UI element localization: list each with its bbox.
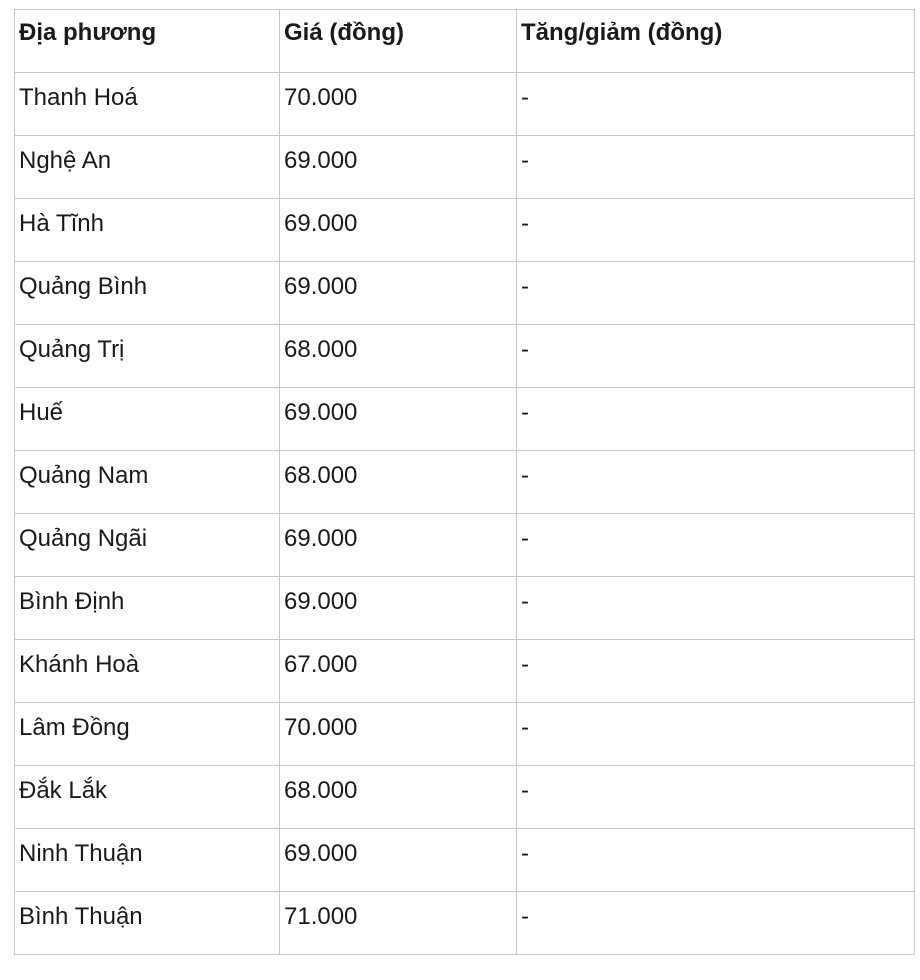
cell-price: 70.000 [280, 73, 517, 136]
cell-price: 70.000 [280, 703, 517, 766]
header-change: Tăng/giảm (đồng) [517, 10, 915, 73]
table-row [15, 262, 915, 325]
cell-region: Quảng Nam [15, 451, 280, 514]
cell-region: Quảng Bình [15, 262, 280, 325]
cell-change: - [517, 262, 915, 325]
cell-change: - [517, 325, 915, 388]
cell-price: 71.000 [280, 892, 517, 955]
table-row [15, 892, 915, 955]
table-row [15, 514, 915, 577]
cell-change: - [517, 514, 915, 577]
table-row [15, 451, 915, 514]
table-row [15, 199, 915, 262]
cell-change: - [517, 199, 915, 262]
table-row [15, 136, 915, 199]
cell-change: - [517, 640, 915, 703]
cell-region: Thanh Hoá [15, 73, 280, 136]
table-row [15, 325, 915, 388]
cell-price: 69.000 [280, 199, 517, 262]
header-price: Giá (đồng) [280, 10, 517, 73]
cell-price: 69.000 [280, 262, 517, 325]
cell-price: 68.000 [280, 451, 517, 514]
header-region: Địa phương [15, 10, 280, 73]
cell-price: 69.000 [280, 577, 517, 640]
cell-region: Ninh Thuận [15, 829, 280, 892]
table-row [15, 73, 915, 136]
cell-change: - [517, 73, 915, 136]
cell-region: Quảng Trị [15, 325, 280, 388]
cell-region: Nghệ An [15, 136, 280, 199]
table-row [15, 829, 915, 892]
cell-price: 69.000 [280, 829, 517, 892]
cell-price: 67.000 [280, 640, 517, 703]
cell-change: - [517, 766, 915, 829]
price-table-container [14, 9, 914, 955]
table-row [15, 388, 915, 451]
cell-region: Đắk Lắk [15, 766, 280, 829]
cell-region: Huế [15, 388, 280, 451]
cell-region: Hà Tĩnh [15, 199, 280, 262]
cell-change: - [517, 388, 915, 451]
cell-region: Bình Thuận [15, 892, 280, 955]
cell-change: - [517, 829, 915, 892]
cell-region: Quảng Ngãi [15, 514, 280, 577]
cell-price: 69.000 [280, 514, 517, 577]
price-table [14, 9, 915, 955]
table-row [15, 703, 915, 766]
cell-price: 68.000 [280, 766, 517, 829]
cell-change: - [517, 451, 915, 514]
cell-price: 69.000 [280, 388, 517, 451]
cell-region: Khánh Hoà [15, 640, 280, 703]
cell-region: Bình Định [15, 577, 280, 640]
cell-change: - [517, 703, 915, 766]
table-header-row [15, 10, 915, 73]
table-row [15, 577, 915, 640]
table-row [15, 766, 915, 829]
cell-change: - [517, 577, 915, 640]
cell-price: 69.000 [280, 136, 517, 199]
cell-change: - [517, 136, 915, 199]
cell-price: 68.000 [280, 325, 517, 388]
cell-region: Lâm Đồng [15, 703, 280, 766]
table-row [15, 640, 915, 703]
cell-change: - [517, 892, 915, 955]
